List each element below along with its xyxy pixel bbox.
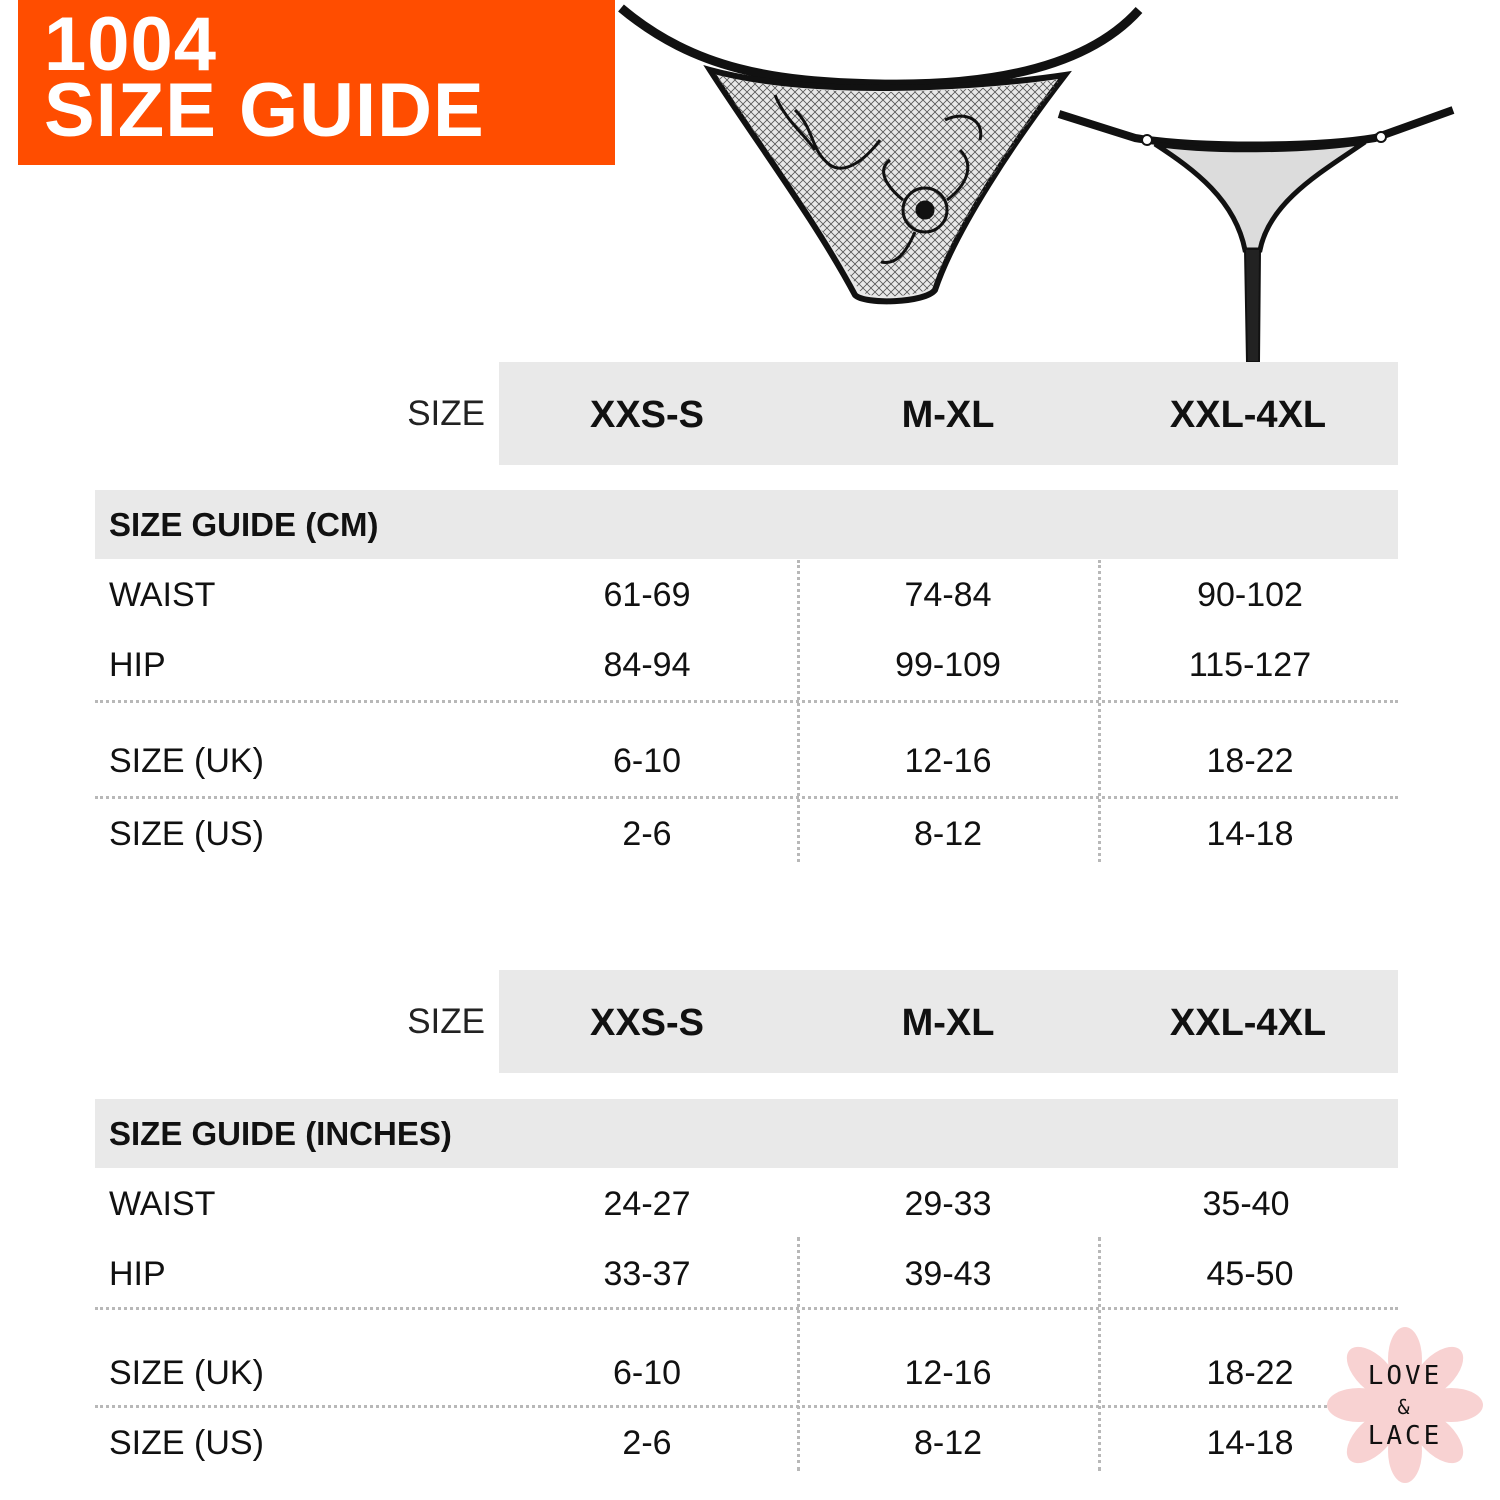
logo-text-lace: LACE [1367,1421,1443,1451]
row-label-size-uk: SIZE (UK) [109,742,264,780]
table-cell: 6-10 [612,742,682,780]
table-cell: 6-10 [612,1354,682,1392]
size-col-xxs-s: XXS-S [589,394,705,436]
table-cell: 33-37 [603,1255,691,1293]
logo-text-ampersand: & [1397,1395,1413,1419]
table-cell: 29-33 [904,1185,992,1223]
page-title: SIZE GUIDE [44,68,485,153]
table-cell: 8-12 [913,1424,983,1462]
table-cell: 24-27 [603,1185,691,1223]
table-cell: 39-43 [904,1255,992,1293]
love-and-lace-logo [1326,1326,1484,1484]
table-cell: 99-109 [895,646,1001,684]
column-divider [797,560,800,862]
table-title: SIZE GUIDE (CM) [95,490,1398,559]
row-label-waist: WAIST [109,576,216,614]
row-divider [95,796,1398,799]
row-divider [95,700,1398,703]
column-divider [797,1237,800,1471]
table-cell: 18-22 [1206,742,1294,780]
table-cell: 45-50 [1206,1255,1294,1293]
size-header-cm [95,362,1398,465]
size-col-m-xl: M-XL [901,1002,995,1044]
row-label-size-uk: SIZE (UK) [109,1354,264,1392]
row-label-hip: HIP [109,1255,166,1293]
table-cell: 14-18 [1206,1424,1294,1462]
table-cell: 12-16 [904,1354,992,1392]
table-cell: 35-40 [1202,1185,1290,1223]
table-cell: 18-22 [1206,1354,1294,1392]
size-header-inches [95,970,1398,1073]
size-label: SIZE [407,1002,485,1041]
table-cell: 84-94 [603,646,691,684]
size-guide-inches-table [95,1099,1398,1471]
table-cell: 61-69 [603,576,691,614]
table-cell: 2-6 [622,815,672,853]
table-cell: 115-127 [1188,646,1312,684]
table-cell: 14-18 [1206,815,1294,853]
row-divider [95,1405,1398,1408]
size-col-xxs-s: XXS-S [589,1002,705,1044]
product-code: 1004 [44,2,218,87]
row-label-waist: WAIST [109,1185,216,1223]
table-cell: 90-102 [1197,576,1303,614]
size-col-m-xl: M-XL [901,394,995,436]
column-divider [1098,1237,1101,1471]
string-thong-image [1055,100,1460,365]
table-cell: 2-6 [622,1424,672,1462]
table-cell: 12-16 [904,742,992,780]
table-cell: 8-12 [913,815,983,853]
row-label-hip: HIP [109,646,166,684]
title-banner [18,0,615,165]
table-title: SIZE GUIDE (INCHES) [95,1099,1398,1168]
size-col-xxl-4xl: XXL-4XL [1169,1002,1327,1044]
size-label: SIZE [407,394,485,433]
row-label-size-us: SIZE (US) [109,815,264,853]
logo-text-love: LOVE [1367,1361,1443,1391]
size-guide-cm-table [95,490,1398,862]
table-cell: 74-84 [904,576,992,614]
column-divider [1098,560,1101,862]
row-divider [95,1307,1398,1310]
row-label-size-us: SIZE (US) [109,1424,264,1462]
size-col-xxl-4xl: XXL-4XL [1169,394,1327,436]
